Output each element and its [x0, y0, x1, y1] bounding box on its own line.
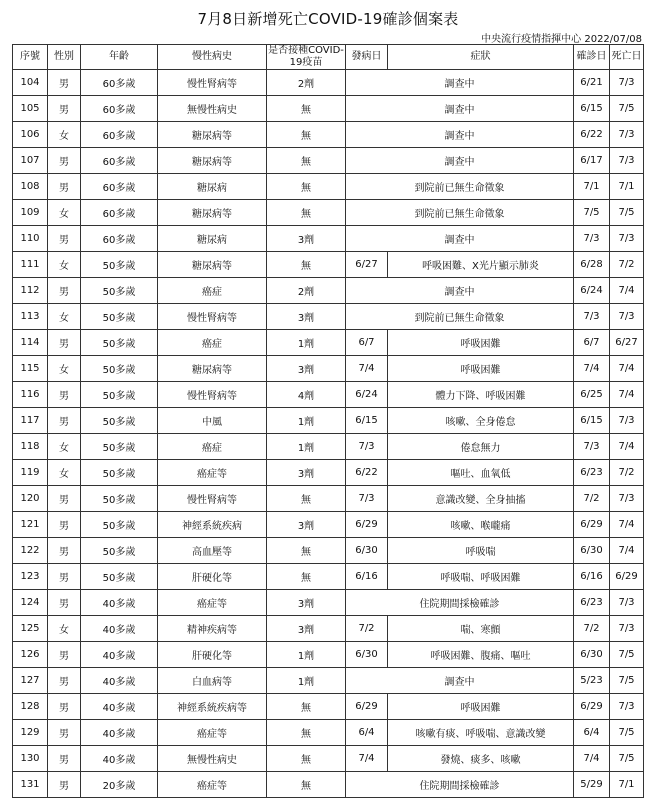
cell-age: 40多歲 — [81, 590, 158, 616]
cell-symptom: 喘、寒顫 — [388, 616, 574, 642]
death-cases-table — [12, 44, 644, 798]
cell-symptom: 體力下降、呼吸困難 — [388, 382, 574, 408]
cell-age: 60多歲 — [81, 122, 158, 148]
cell-no: 110 — [13, 226, 48, 252]
header-no: 序號 — [13, 45, 48, 70]
cell-vaccine: 無 — [267, 252, 346, 278]
cell-symptom: 意識改變、全身抽搐 — [388, 486, 574, 512]
cell-no: 111 — [13, 252, 48, 278]
cell-age: 40多歲 — [81, 720, 158, 746]
cell-vaccine: 無 — [267, 174, 346, 200]
cell-vaccine: 無 — [267, 694, 346, 720]
cell-symptom: 調查中 — [346, 148, 574, 174]
table-row — [13, 564, 644, 590]
cell-no: 105 — [13, 96, 48, 122]
document-title: 7月8日新增死亡COVID-19確診個案表 — [197, 10, 459, 28]
cell-history: 癌症等 — [158, 772, 267, 798]
cell-death: 7/1 — [610, 772, 644, 798]
cell-sex: 男 — [48, 382, 81, 408]
cell-age: 50多歲 — [81, 408, 158, 434]
cell-no: 114 — [13, 330, 48, 356]
cell-death: 7/2 — [610, 460, 644, 486]
cell-onset: 6/22 — [346, 460, 388, 486]
table-row — [13, 460, 644, 486]
cell-sex: 男 — [48, 486, 81, 512]
table-row — [13, 174, 644, 200]
cell-confirm: 6/15 — [574, 408, 610, 434]
table-row — [13, 642, 644, 668]
cell-history: 高血壓等 — [158, 538, 267, 564]
cell-age: 60多歲 — [81, 70, 158, 96]
cell-age: 50多歲 — [81, 356, 158, 382]
table-row — [13, 746, 644, 772]
cell-age: 50多歲 — [81, 434, 158, 460]
cell-no: 131 — [13, 772, 48, 798]
cell-death: 7/3 — [610, 590, 644, 616]
cell-vaccine: 1劑 — [267, 434, 346, 460]
cell-history: 糖尿病等 — [158, 252, 267, 278]
cell-confirm: 6/22 — [574, 122, 610, 148]
cell-death: 7/4 — [610, 434, 644, 460]
cell-symptom: 咳嗽有痰、呼吸喘、意識改變 — [388, 720, 574, 746]
cell-age: 20多歲 — [81, 772, 158, 798]
cell-history: 糖尿病 — [158, 226, 267, 252]
cell-no: 117 — [13, 408, 48, 434]
cell-confirm: 6/30 — [574, 538, 610, 564]
cell-confirm: 5/23 — [574, 668, 610, 694]
cell-sex: 男 — [48, 278, 81, 304]
cell-sex: 男 — [48, 148, 81, 174]
cell-death: 7/3 — [610, 616, 644, 642]
cell-sex: 男 — [48, 642, 81, 668]
cell-age: 40多歲 — [81, 746, 158, 772]
cell-onset: 6/30 — [346, 642, 388, 668]
table-row — [13, 694, 644, 720]
cell-onset: 7/4 — [346, 356, 388, 382]
cell-confirm: 6/28 — [574, 252, 610, 278]
cell-no: 119 — [13, 460, 48, 486]
cell-no: 128 — [13, 694, 48, 720]
cell-onset: 6/29 — [346, 512, 388, 538]
cell-sex: 女 — [48, 304, 81, 330]
cell-symptom: 咳嗽、全身倦怠 — [388, 408, 574, 434]
cell-symptom: 咳嗽、喉嚨痛 — [388, 512, 574, 538]
cell-sex: 男 — [48, 694, 81, 720]
cell-sex: 男 — [48, 408, 81, 434]
cell-age: 50多歲 — [81, 278, 158, 304]
cell-sex: 男 — [48, 70, 81, 96]
cell-history: 慢性腎病等 — [158, 486, 267, 512]
table-row — [13, 668, 644, 694]
cell-no: 124 — [13, 590, 48, 616]
cell-symptom: 調查中 — [346, 96, 574, 122]
cell-sex: 男 — [48, 96, 81, 122]
cell-onset: 7/2 — [346, 616, 388, 642]
cell-symptom: 調查中 — [346, 278, 574, 304]
cell-age: 60多歲 — [81, 174, 158, 200]
cell-death: 7/1 — [610, 174, 644, 200]
cell-symptom: 發燒、痰多、咳嗽 — [388, 746, 574, 772]
table-row — [13, 382, 644, 408]
table-body — [13, 70, 644, 798]
cell-onset: 7/3 — [346, 486, 388, 512]
cell-vaccine: 無 — [267, 772, 346, 798]
table-row — [13, 278, 644, 304]
cell-symptom: 呼吸喘、呼吸困難 — [388, 564, 574, 590]
header-sex: 性別 — [48, 45, 81, 70]
cell-death: 7/3 — [610, 694, 644, 720]
cell-death: 7/3 — [610, 122, 644, 148]
cell-onset: 6/29 — [346, 694, 388, 720]
cell-sex: 女 — [48, 356, 81, 382]
cell-death: 7/3 — [610, 70, 644, 96]
cell-age: 50多歲 — [81, 330, 158, 356]
cell-no: 113 — [13, 304, 48, 330]
cell-history: 糖尿病等 — [158, 356, 267, 382]
cell-history: 糖尿病等 — [158, 122, 267, 148]
cell-confirm: 6/30 — [574, 642, 610, 668]
cell-confirm: 5/29 — [574, 772, 610, 798]
cell-history: 肝硬化等 — [158, 564, 267, 590]
cell-age: 60多歲 — [81, 148, 158, 174]
cell-confirm: 7/3 — [574, 304, 610, 330]
table-row — [13, 304, 644, 330]
cell-onset: 6/30 — [346, 538, 388, 564]
cell-no: 123 — [13, 564, 48, 590]
header-onset: 發病日 — [346, 45, 388, 70]
cell-age: 40多歲 — [81, 642, 158, 668]
cell-sex: 女 — [48, 122, 81, 148]
cell-no: 115 — [13, 356, 48, 382]
cell-onset: 6/27 — [346, 252, 388, 278]
cell-sex: 男 — [48, 668, 81, 694]
cell-death: 7/4 — [610, 356, 644, 382]
cell-symptom: 呼吸困難 — [388, 356, 574, 382]
table-row — [13, 96, 644, 122]
cell-vaccine: 2劑 — [267, 70, 346, 96]
cell-onset: 7/4 — [346, 746, 388, 772]
cell-death: 7/2 — [610, 252, 644, 278]
table-row — [13, 512, 644, 538]
cell-sex: 男 — [48, 772, 81, 798]
cell-symptom: 調查中 — [346, 122, 574, 148]
cell-death: 6/29 — [610, 564, 644, 590]
cell-age: 50多歲 — [81, 382, 158, 408]
cell-vaccine: 無 — [267, 486, 346, 512]
cell-history: 慢性腎病等 — [158, 382, 267, 408]
table-row — [13, 434, 644, 460]
cell-age: 50多歲 — [81, 486, 158, 512]
header-symptom: 症狀 — [388, 45, 574, 70]
cell-sex: 男 — [48, 590, 81, 616]
cell-confirm: 6/23 — [574, 460, 610, 486]
cell-death: 7/5 — [610, 746, 644, 772]
cell-symptom: 調查中 — [346, 70, 574, 96]
cell-no: 120 — [13, 486, 48, 512]
table-row — [13, 538, 644, 564]
cell-history: 肝硬化等 — [158, 642, 267, 668]
table-row — [13, 122, 644, 148]
cell-death: 7/4 — [610, 382, 644, 408]
cell-no: 121 — [13, 512, 48, 538]
cell-confirm: 7/3 — [574, 226, 610, 252]
cell-vaccine: 4劑 — [267, 382, 346, 408]
cell-no: 129 — [13, 720, 48, 746]
cell-confirm: 7/4 — [574, 356, 610, 382]
cell-age: 60多歲 — [81, 200, 158, 226]
cell-symptom: 調查中 — [346, 668, 574, 694]
cell-vaccine: 無 — [267, 96, 346, 122]
cell-onset: 6/15 — [346, 408, 388, 434]
cell-no: 109 — [13, 200, 48, 226]
cell-history: 神經系統疾病等 — [158, 694, 267, 720]
cell-history: 癌症等 — [158, 460, 267, 486]
table-row — [13, 772, 644, 798]
cell-symptom: 住院期間採檢確診 — [346, 772, 574, 798]
cell-symptom: 住院期間採檢確診 — [346, 590, 574, 616]
cell-age: 40多歲 — [81, 694, 158, 720]
cell-vaccine: 無 — [267, 538, 346, 564]
cell-confirm: 6/21 — [574, 70, 610, 96]
cell-age: 40多歲 — [81, 616, 158, 642]
header-history: 慢性病史 — [158, 45, 267, 70]
cell-vaccine: 1劑 — [267, 668, 346, 694]
cell-no: 112 — [13, 278, 48, 304]
cell-death: 7/4 — [610, 512, 644, 538]
cell-history: 中風 — [158, 408, 267, 434]
cell-death: 7/3 — [610, 486, 644, 512]
cell-history: 糖尿病等 — [158, 148, 267, 174]
cell-history: 癌症 — [158, 278, 267, 304]
table-row — [13, 226, 644, 252]
cell-onset: 6/16 — [346, 564, 388, 590]
table-row — [13, 70, 644, 96]
cell-no: 118 — [13, 434, 48, 460]
header-age: 年齡 — [81, 45, 158, 70]
cell-history: 白血病等 — [158, 668, 267, 694]
cell-history: 糖尿病 — [158, 174, 267, 200]
cell-sex: 男 — [48, 746, 81, 772]
cell-confirm: 6/25 — [574, 382, 610, 408]
cell-sex: 女 — [48, 200, 81, 226]
cell-sex: 女 — [48, 460, 81, 486]
cell-no: 127 — [13, 668, 48, 694]
cell-confirm: 6/24 — [574, 278, 610, 304]
cell-vaccine: 3劑 — [267, 226, 346, 252]
header-death: 死亡日 — [610, 45, 644, 70]
cell-symptom: 呼吸困難、腹痛、嘔吐 — [388, 642, 574, 668]
cell-death: 7/3 — [610, 148, 644, 174]
cell-vaccine: 1劑 — [267, 408, 346, 434]
cell-confirm: 6/29 — [574, 694, 610, 720]
cell-death: 7/5 — [610, 642, 644, 668]
cell-confirm: 7/3 — [574, 434, 610, 460]
source-line: 中央流行疫情指揮中心 2022/07/08 — [481, 34, 642, 45]
cell-confirm: 7/2 — [574, 486, 610, 512]
cell-history: 慢性腎病等 — [158, 70, 267, 96]
cell-confirm: 6/7 — [574, 330, 610, 356]
table-row — [13, 148, 644, 174]
cell-history: 糖尿病等 — [158, 200, 267, 226]
cell-history: 癌症等 — [158, 720, 267, 746]
cell-confirm: 6/16 — [574, 564, 610, 590]
cell-age: 50多歲 — [81, 512, 158, 538]
cell-history: 精神疾病等 — [158, 616, 267, 642]
cell-vaccine: 3劑 — [267, 304, 346, 330]
table-row — [13, 356, 644, 382]
cell-symptom: 到院前已無生命徵象 — [346, 200, 574, 226]
cell-death: 7/4 — [610, 278, 644, 304]
cell-confirm: 6/15 — [574, 96, 610, 122]
cell-confirm: 6/23 — [574, 590, 610, 616]
table-row — [13, 720, 644, 746]
cell-onset: 6/7 — [346, 330, 388, 356]
cell-vaccine: 3劑 — [267, 590, 346, 616]
cell-vaccine: 無 — [267, 122, 346, 148]
header-confirm: 確診日 — [574, 45, 610, 70]
table-row — [13, 200, 644, 226]
cell-confirm: 6/17 — [574, 148, 610, 174]
cell-no: 107 — [13, 148, 48, 174]
cell-death: 7/4 — [610, 538, 644, 564]
cell-death: 7/3 — [610, 408, 644, 434]
cell-age: 60多歲 — [81, 226, 158, 252]
table-row — [13, 252, 644, 278]
cell-symptom: 到院前已無生命徵象 — [346, 304, 574, 330]
cell-vaccine: 無 — [267, 200, 346, 226]
cell-death: 7/3 — [610, 226, 644, 252]
cell-confirm: 7/4 — [574, 746, 610, 772]
cell-symptom: 呼吸困難 — [388, 330, 574, 356]
cell-no: 106 — [13, 122, 48, 148]
cell-death: 7/3 — [610, 304, 644, 330]
header-vaccine: 是否接種COVID-19疫苗 — [268, 45, 344, 68]
table-row — [13, 616, 644, 642]
cell-death: 7/5 — [610, 200, 644, 226]
cell-vaccine: 3劑 — [267, 616, 346, 642]
cell-death: 7/5 — [610, 668, 644, 694]
cell-age: 50多歲 — [81, 564, 158, 590]
cell-no: 108 — [13, 174, 48, 200]
cell-symptom: 呼吸困難、X光片顯示肺炎 — [388, 252, 574, 278]
cell-vaccine: 3劑 — [267, 512, 346, 538]
cell-onset: 6/4 — [346, 720, 388, 746]
table-row — [13, 330, 644, 356]
cell-symptom: 調查中 — [346, 226, 574, 252]
cell-symptom: 倦怠無力 — [388, 434, 574, 460]
cell-no: 125 — [13, 616, 48, 642]
cell-sex: 女 — [48, 616, 81, 642]
cell-sex: 男 — [48, 174, 81, 200]
cell-vaccine: 無 — [267, 148, 346, 174]
cell-vaccine: 無 — [267, 746, 346, 772]
table-header-row — [13, 45, 644, 70]
cell-history: 癌症 — [158, 434, 267, 460]
cell-sex: 男 — [48, 330, 81, 356]
cell-symptom: 呼吸困難 — [388, 694, 574, 720]
cell-no: 104 — [13, 70, 48, 96]
cell-age: 40多歲 — [81, 668, 158, 694]
cell-vaccine: 2劑 — [267, 278, 346, 304]
cell-sex: 女 — [48, 252, 81, 278]
cell-vaccine: 1劑 — [267, 642, 346, 668]
cell-onset: 6/24 — [346, 382, 388, 408]
cell-confirm: 7/5 — [574, 200, 610, 226]
cell-death: 6/27 — [610, 330, 644, 356]
cell-history: 癌症 — [158, 330, 267, 356]
cell-no: 126 — [13, 642, 48, 668]
cell-sex: 男 — [48, 512, 81, 538]
cell-confirm: 7/2 — [574, 616, 610, 642]
cell-sex: 男 — [48, 564, 81, 590]
cell-vaccine: 無 — [267, 720, 346, 746]
cell-history: 無慢性病史 — [158, 746, 267, 772]
cell-history: 神經系統疾病 — [158, 512, 267, 538]
table-row — [13, 590, 644, 616]
cell-sex: 男 — [48, 720, 81, 746]
cell-no: 116 — [13, 382, 48, 408]
cell-confirm: 6/29 — [574, 512, 610, 538]
cell-symptom: 嘔吐、血氧低 — [388, 460, 574, 486]
cell-age: 50多歲 — [81, 304, 158, 330]
cell-age: 60多歲 — [81, 96, 158, 122]
cell-vaccine: 1劑 — [267, 330, 346, 356]
cell-history: 慢性腎病等 — [158, 304, 267, 330]
cell-age: 50多歲 — [81, 460, 158, 486]
cell-no: 130 — [13, 746, 48, 772]
cell-age: 50多歲 — [81, 538, 158, 564]
cell-sex: 女 — [48, 434, 81, 460]
cell-death: 7/5 — [610, 96, 644, 122]
cell-confirm: 6/4 — [574, 720, 610, 746]
cell-symptom: 呼吸喘 — [388, 538, 574, 564]
table-row — [13, 408, 644, 434]
cell-history: 癌症等 — [158, 590, 267, 616]
cell-sex: 男 — [48, 538, 81, 564]
cell-history: 無慢性病史 — [158, 96, 267, 122]
cell-age: 50多歲 — [81, 252, 158, 278]
cell-vaccine: 3劑 — [267, 356, 346, 382]
table-row — [13, 486, 644, 512]
cell-symptom: 到院前已無生命徵象 — [346, 174, 574, 200]
cell-vaccine: 3劑 — [267, 460, 346, 486]
cell-sex: 男 — [48, 226, 81, 252]
cell-death: 7/5 — [610, 720, 644, 746]
cell-onset: 7/3 — [346, 434, 388, 460]
cell-no: 122 — [13, 538, 48, 564]
cell-vaccine: 無 — [267, 564, 346, 590]
cell-confirm: 7/1 — [574, 174, 610, 200]
